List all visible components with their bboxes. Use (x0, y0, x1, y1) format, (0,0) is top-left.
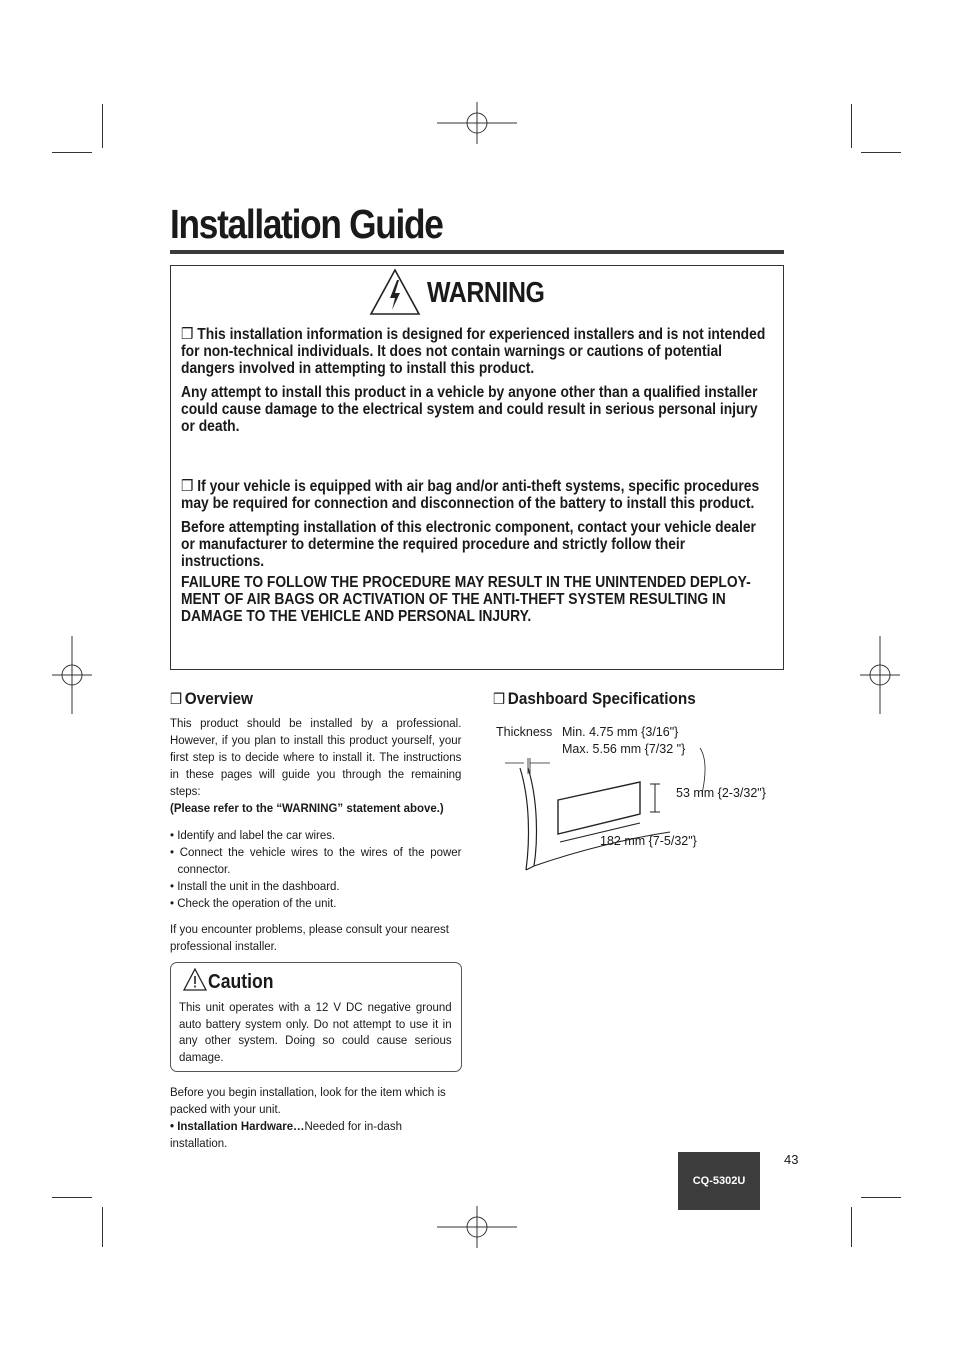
overview-note: (Please refer to the “WARNING” statement above.) (170, 801, 444, 815)
caution-text: This unit operates with a 12 V DC negative ground auto battery system only. Do not attempt to use it in any other system. Doing so could cause serious damage. (179, 1000, 452, 1064)
title-rule (170, 250, 784, 254)
overview-heading-label: Overview (184, 689, 253, 708)
list-item: • Connect the vehicle wires to the wires of the power connector. (170, 845, 462, 876)
registration-mark-icon (437, 102, 517, 144)
overview-problems: If you encounter problems, please consult your nearest professional installer. (170, 922, 449, 953)
list-item: • Install the unit in the dashboard. (170, 879, 340, 893)
checkbox-bullet-icon: ❒ (170, 691, 183, 708)
height-dimension: 53 mm {2-3/32"} (676, 786, 766, 800)
warning-heading: WARNING (427, 277, 545, 309)
crop-mark (851, 104, 852, 148)
model-badge (678, 1152, 760, 1210)
high-voltage-warning-icon (369, 268, 421, 316)
thickness-label: Thickness (496, 725, 553, 739)
dashboard-heading (493, 689, 718, 709)
caution-heading: Caution (208, 971, 274, 993)
thickness-min: Min. 4.75 mm {3/16"} (562, 725, 679, 739)
crop-mark (52, 1197, 92, 1198)
caution-warning-icon (183, 968, 207, 992)
overview-body (170, 715, 461, 955)
registration-mark-icon (437, 1206, 517, 1248)
crop-mark (52, 152, 92, 153)
warning-paragraph: ❒ This installation information is designed for experienced installers and is not intended for non-technical individuals. It does not contain warnings or cautions of potential dangers involved in attempting to install this product. (181, 326, 766, 377)
crop-mark (851, 1207, 852, 1247)
crop-mark (102, 1207, 103, 1247)
registration-mark-icon (860, 636, 900, 714)
page-number: 43 (784, 1152, 799, 1167)
thickness-max: Max. 5.56 mm {7/32 "} (562, 742, 686, 756)
warning-paragraph: FAILURE TO FOLLOW THE PROCEDURE MAY RESULT IN THE UNINTENDED DEPLOY-MENT OF AIR BAGS OR ACTIVATION OF THE ANTI-THEFT SYSTEM RESULTING IN DAMAGE TO THE VEHICLE AND PERSONAL INJURY. (181, 574, 751, 625)
model-number: CQ-5302U (692, 1175, 746, 1187)
overview-heading (170, 689, 262, 709)
packed-item-desc: Needed for in-dash installation. (170, 1119, 402, 1150)
warning-paragraph: Before attempting installation of this electronic component, contact your vehicle dealer or manufacturer to determine the required procedure and strictly follow their instructions. (181, 519, 756, 570)
crop-mark (861, 1197, 901, 1198)
overview-steps (170, 827, 461, 912)
packed-item-label: • Installation Hardware… (170, 1119, 305, 1133)
list-item: • Identify and label the car wires. (170, 828, 336, 842)
dashboard-heading-label: Dashboard Specifications (507, 689, 696, 708)
page-title: Installation Guide (170, 201, 443, 247)
width-dimension: 182 mm {7-5/32"} (600, 834, 697, 848)
caution-body (179, 999, 451, 1065)
overview-intro: This product should be installed by a professional. However, if you plan to install this product yourself, your first step is to decide where to install it. The instructions in these pages will guide you through the remaining steps: (170, 716, 462, 798)
warning-paragraph: Any attempt to install this product in a vehicle by anyone other than a qualified installer could cause damage to the electrical system and could result in serious personal injury or death. (181, 384, 758, 435)
crop-mark (102, 104, 103, 148)
registration-mark-icon (52, 636, 92, 714)
warning-paragraph: ❒ If your vehicle is equipped with air bag and/or anti-theft systems, specific procedures may be required for connection and disconnection of the battery to install this product. (181, 478, 760, 512)
packed-intro: Before you begin installation, look for the item which is packed with your unit. (170, 1085, 446, 1116)
list-item: • Check the operation of the unit. (170, 896, 337, 910)
crop-mark (861, 152, 901, 153)
packed-section (170, 1084, 461, 1152)
checkbox-bullet-icon: ❒ (493, 691, 506, 708)
